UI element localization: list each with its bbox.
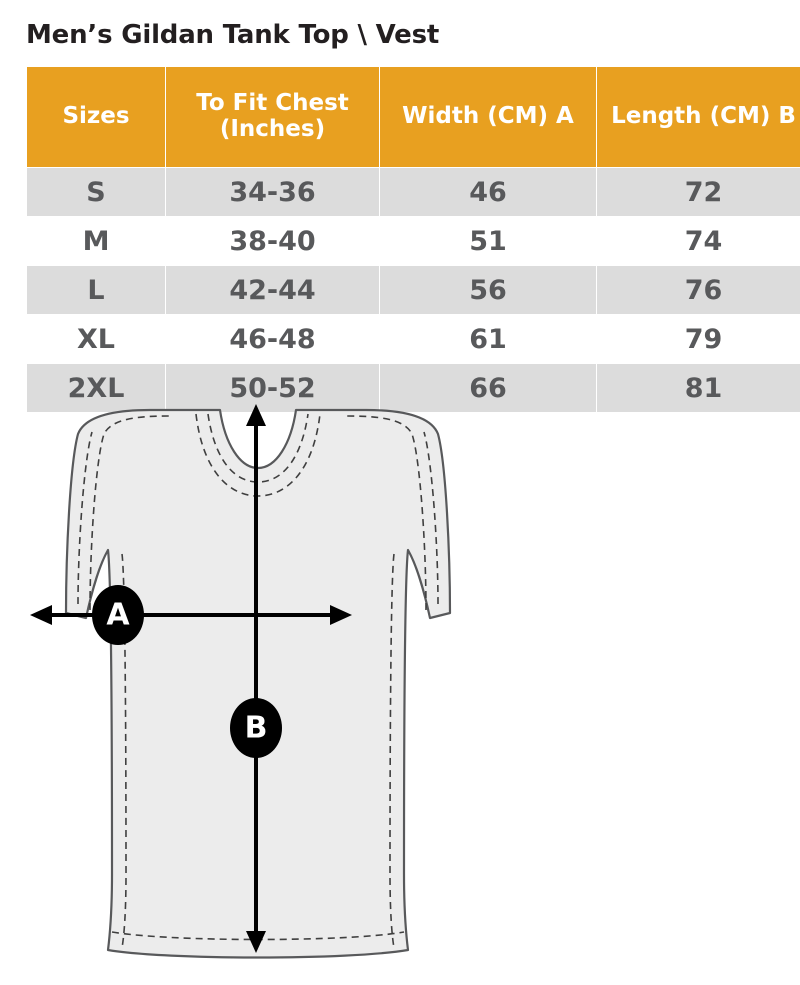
cell-width: 51	[380, 217, 597, 266]
cell-chest: 38-40	[166, 217, 380, 266]
table-row	[27, 315, 800, 364]
cell-length: 76	[597, 266, 800, 315]
cell-length: 79	[597, 315, 800, 364]
size-chart-table	[26, 66, 800, 413]
table-header-row	[27, 67, 800, 168]
cell-chest: 34-36	[166, 168, 380, 217]
cell-chest: 50-52	[166, 364, 380, 413]
cell-size: S	[27, 168, 166, 217]
page-title: Men’s Gildan Tank Top \ Vest	[26, 20, 440, 50]
cell-width: 46	[380, 168, 597, 217]
cell-chest: 46-48	[166, 315, 380, 364]
column-header-sizes: Sizes	[27, 67, 166, 168]
column-header-width: Width (CM) A	[380, 67, 597, 168]
cell-size: M	[27, 217, 166, 266]
garment-diagram	[0, 404, 800, 985]
marker-a-label: A	[106, 597, 130, 633]
table-row	[27, 266, 800, 315]
table-body	[27, 168, 800, 413]
cell-length: 72	[597, 168, 800, 217]
column-header-chest: To Fit Chest (Inches)	[166, 67, 380, 168]
cell-width: 56	[380, 266, 597, 315]
table-header	[27, 67, 800, 168]
table-row	[27, 217, 800, 266]
marker-b-label: B	[244, 710, 268, 746]
marker-a	[92, 585, 144, 645]
cell-length: 81	[597, 364, 800, 413]
cell-size: L	[27, 266, 166, 315]
marker-b	[230, 698, 282, 758]
cell-width: 66	[380, 364, 597, 413]
table-row	[27, 168, 800, 217]
cell-size: XL	[27, 315, 166, 364]
cell-width: 61	[380, 315, 597, 364]
cell-length: 74	[597, 217, 800, 266]
column-header-length: Length (CM) B	[597, 67, 800, 168]
cell-chest: 42-44	[166, 266, 380, 315]
cell-size: 2XL	[27, 364, 166, 413]
